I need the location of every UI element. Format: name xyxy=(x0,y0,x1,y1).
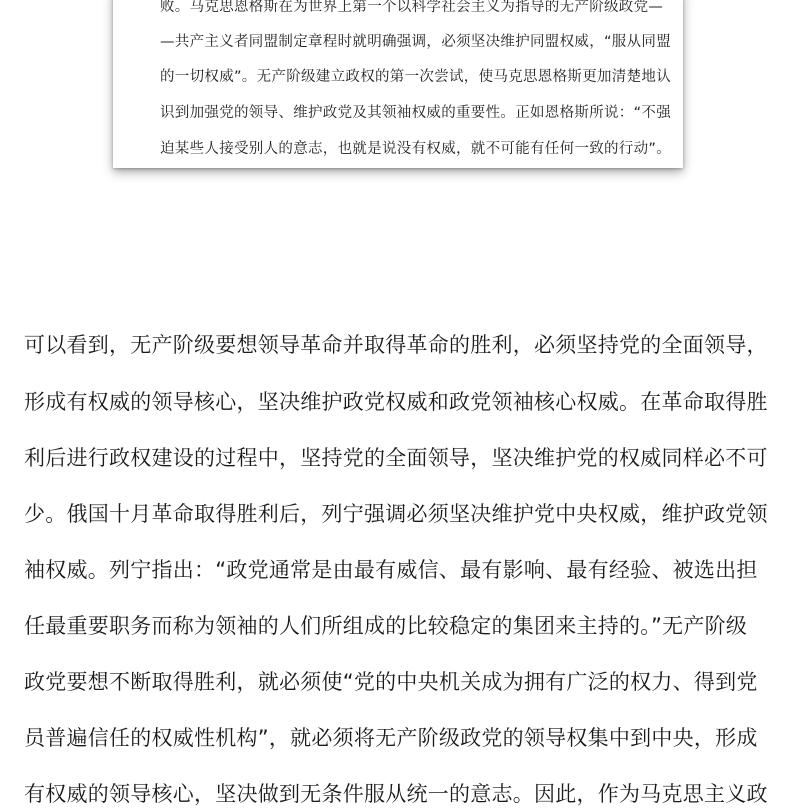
body-line: 少。俄国十月革命取得胜利后，列宁强调必须坚决维护党中央权威，维护政党领 xyxy=(24,502,768,526)
body-line: 有权威的领导核心，坚决做到无条件服从统一的意志。因此，作为马克思主义政 xyxy=(24,782,768,806)
quote-line: 败。马克思恩格斯在为世界上第一个以科学社会主义为指导的无产阶级政党— xyxy=(160,0,664,15)
body-line: 员普遍信任的权威性机构”，就必须将无产阶级政党的领导权集中到中央，形成 xyxy=(24,726,758,750)
body-line: 政党要想不断取得胜利，就必须使“党的中央机关成为拥有广泛的权力、得到党 xyxy=(24,670,758,694)
quote-line: 迫某些人接受别人的意志，也就是说没有权威，就不可能有任何一致的行动”。 xyxy=(160,141,672,157)
body-line: 利后进行政权建设的过程中，坚持党的全面领导，坚决维护党的权威同样必不可 xyxy=(24,446,768,470)
quote-line: —共产主义者同盟制定章程时就明确强调，必须坚决维护同盟权威，“服从同盟 xyxy=(160,34,672,50)
body-line: 任最重要职务而称为领袖的人们所组成的比较稳定的集团来主持的。”无产阶级 xyxy=(24,614,748,638)
quote-line: 的一切权威”。无产阶级建立政权的第一次尝试，使马克思恩格斯更加清楚地认 xyxy=(160,69,672,85)
body-line: 袖权威。列宁指出：“政党通常是由最有威信、最有影响、最有经验、被选出担 xyxy=(24,558,758,582)
body-line: 形成有权威的领导核心，坚决维护政党权威和政党领袖核心权威。在革命取得胜 xyxy=(24,390,768,414)
body-line: 可以看到，无产阶级要想领导革命并取得革命的胜利，必须坚持党的全面领导， xyxy=(24,333,768,357)
quote-card xyxy=(113,0,683,168)
quote-line: 识到加强党的领导、维护政党及其领袖权威的重要性。正如恩格斯所说：“不强 xyxy=(160,105,672,121)
